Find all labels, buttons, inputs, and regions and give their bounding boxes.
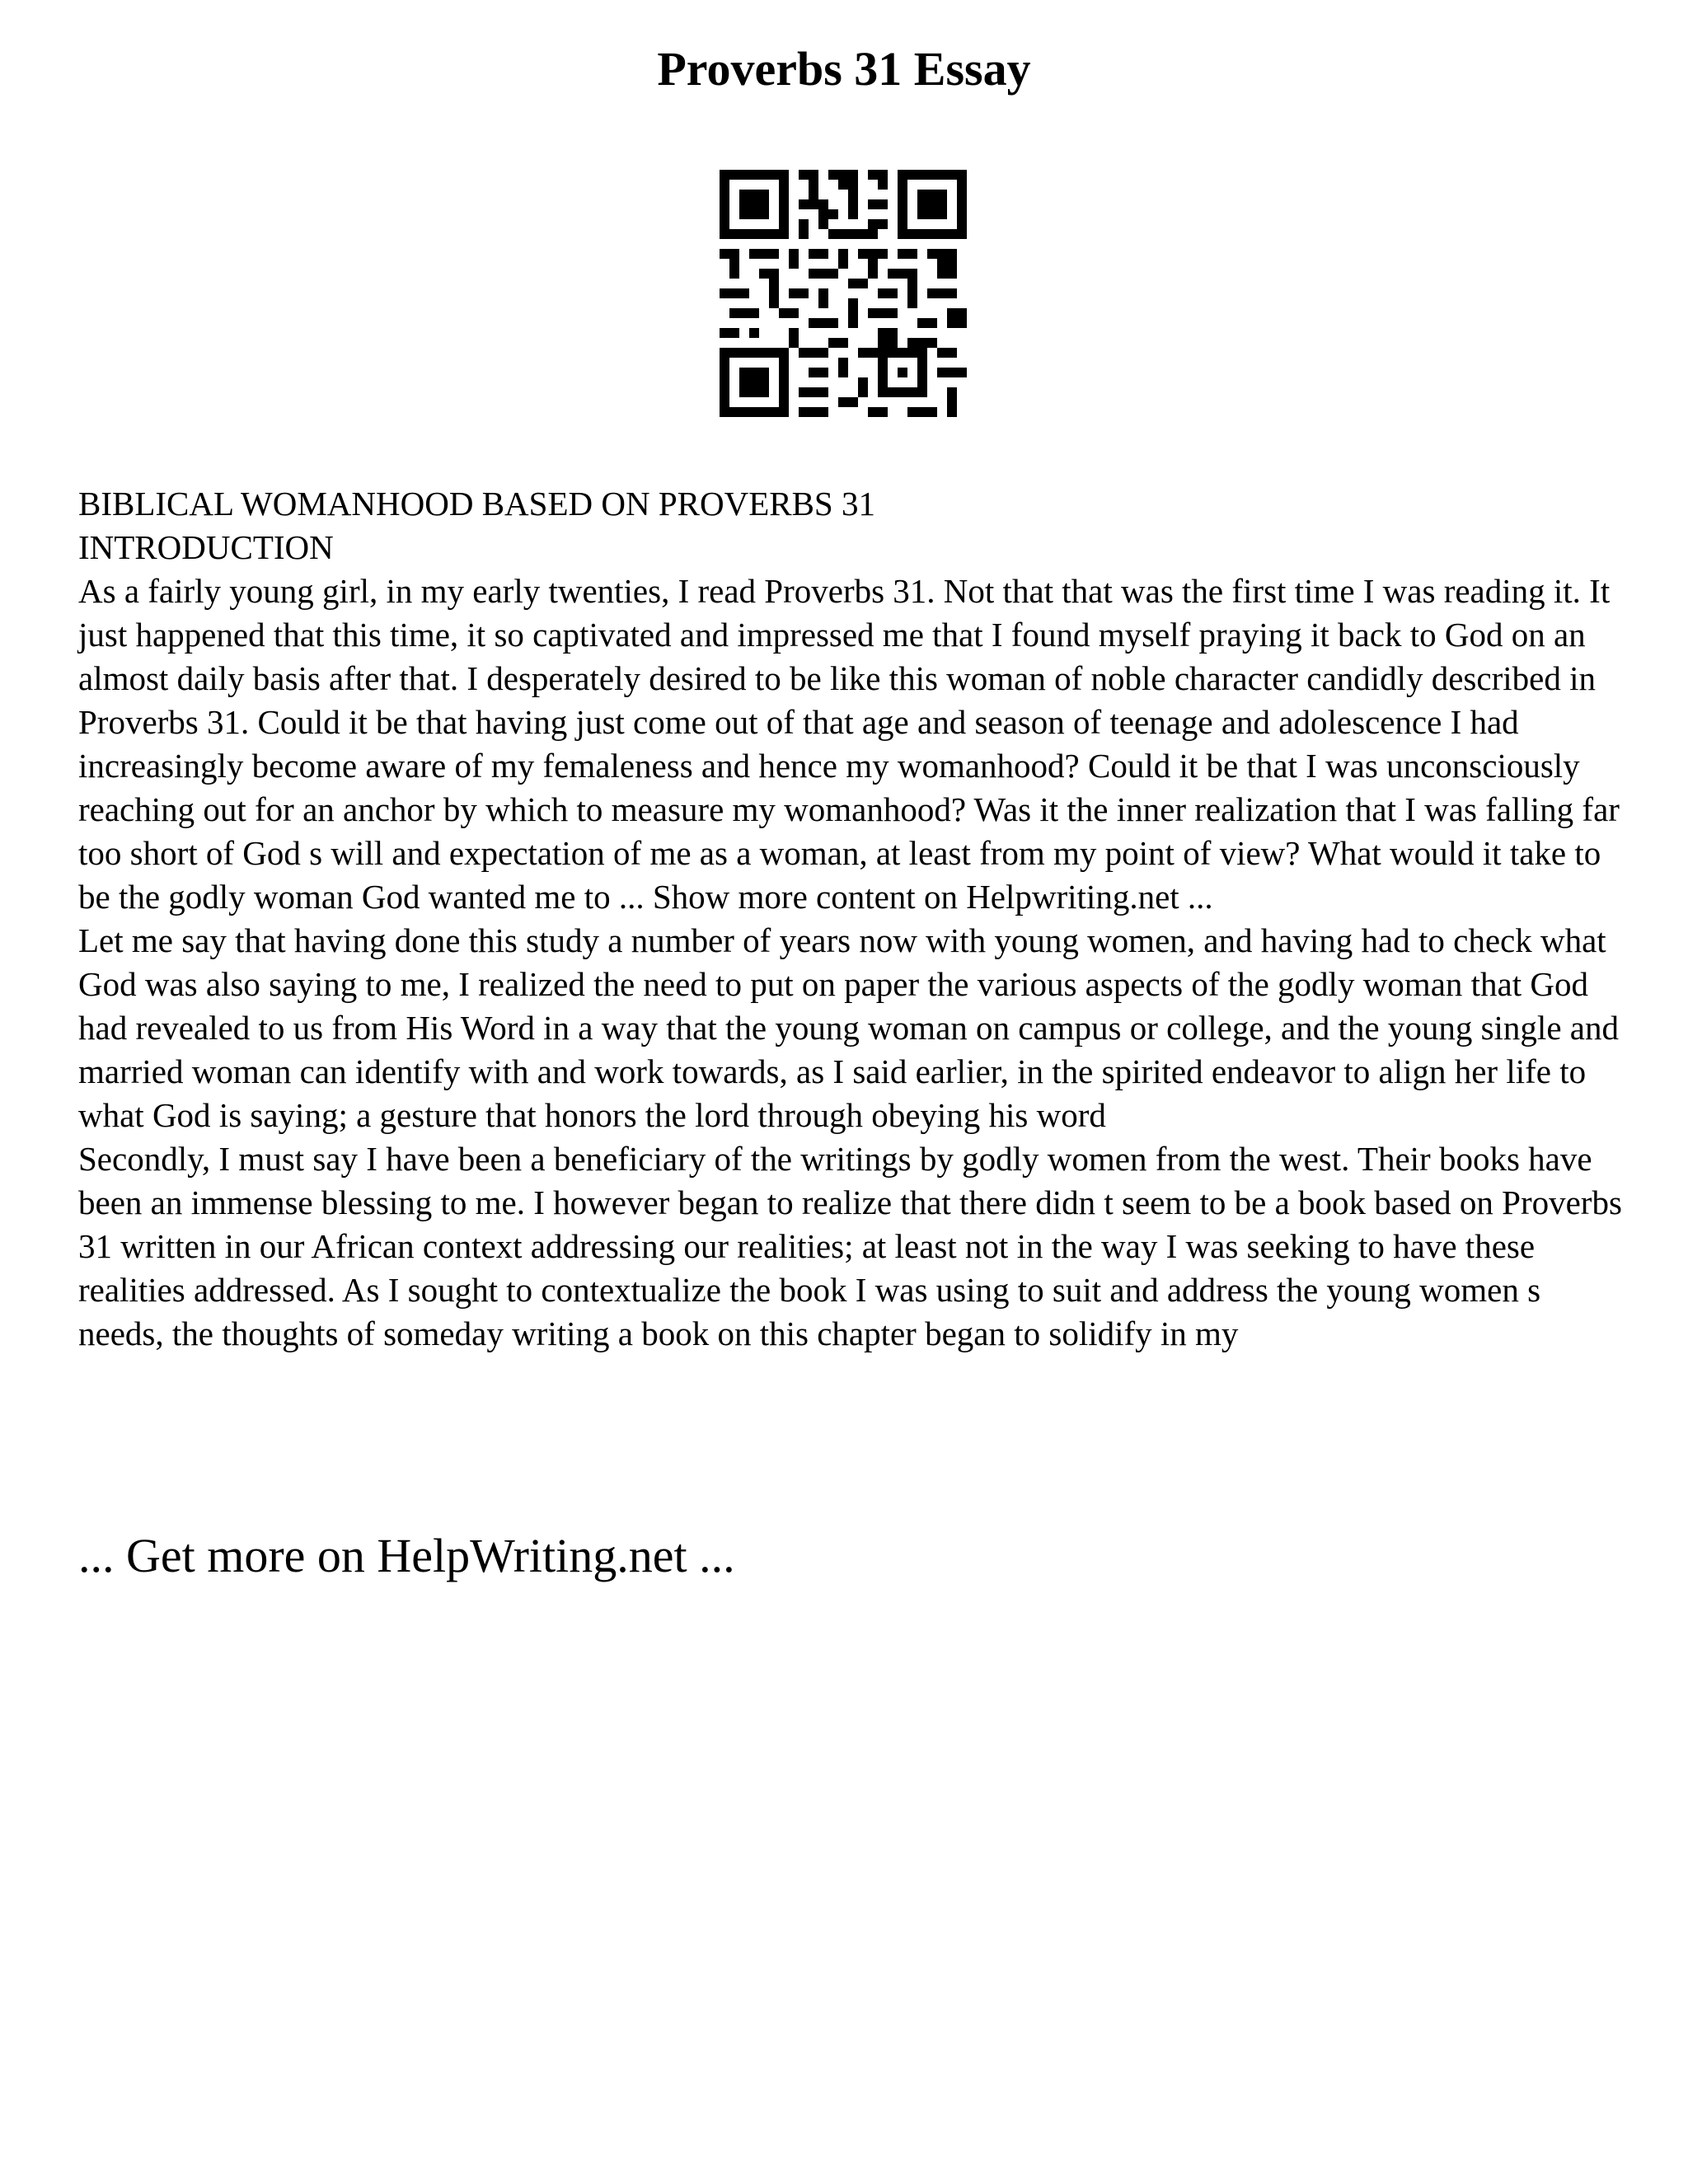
paragraph: Let me say that having done this study a number of years now with young women, and having had to check what God was also saying to me, I realized the need to put on paper the various aspects of the godly woman that God had revealed to us from His Word in a way that the young woman on campus or college, and the young single and married woman can identify with and work towards, as I said earlier, in the spirited endeavor to align her life to what God is saying; a gesture that honors the lord through obeying his word bbox=[78, 921, 1619, 1134]
document-heading: BIBLICAL WOMANHOOD BASED ON PROVERBS 31 bbox=[78, 485, 875, 523]
document-subheading: INTRODUCTION bbox=[78, 528, 334, 566]
get-more-link[interactable]: ... Get more on HelpWriting.net ... bbox=[78, 1529, 735, 1582]
document-body bbox=[78, 482, 1628, 1356]
page-title: Proverbs 31 Essay bbox=[657, 42, 1031, 96]
paragraph: Secondly, I must say I have been a beneficiary of the writings by godly women from the west. Their books have been an immense blessing to me. I however began to realize that there didn t seem to be a book based on Proverbs 31 written in our African context addressing our realities; at least not in the way I was seeking to have these realities addressed. As I sought to contextualize the book I was using to suit and address the young women s needs, the thoughts of someday writing a book on this chapter began to solidify in my bbox=[78, 1140, 1622, 1352]
paragraph: As a fairly young girl, in my early twenties, I read Proverbs 31. Not that that was the first time I was reading it. It just happened that this time, it so captivated and impressed me that I found myself praying it back to God on an almost daily basis after that. I desperately desired to be like this woman of noble character candidly described in Proverbs 31. Could it be that having just come out of that age and season of teenage and adolescence I had increasingly become aware of my femaleness and hence my womanhood? Could it be that I was unconsciously reaching out for an anchor by which to measure my womanhood? Was it the inner realization that I was falling far too short of God s will and expectation of me as a woman, at least from my point of view? What would it take to be the godly woman God wanted me to ... Show more content on Helpwriting.net ... bbox=[78, 572, 1620, 916]
qr-code-graphic bbox=[720, 170, 967, 417]
qr-code-icon[interactable] bbox=[720, 170, 967, 417]
